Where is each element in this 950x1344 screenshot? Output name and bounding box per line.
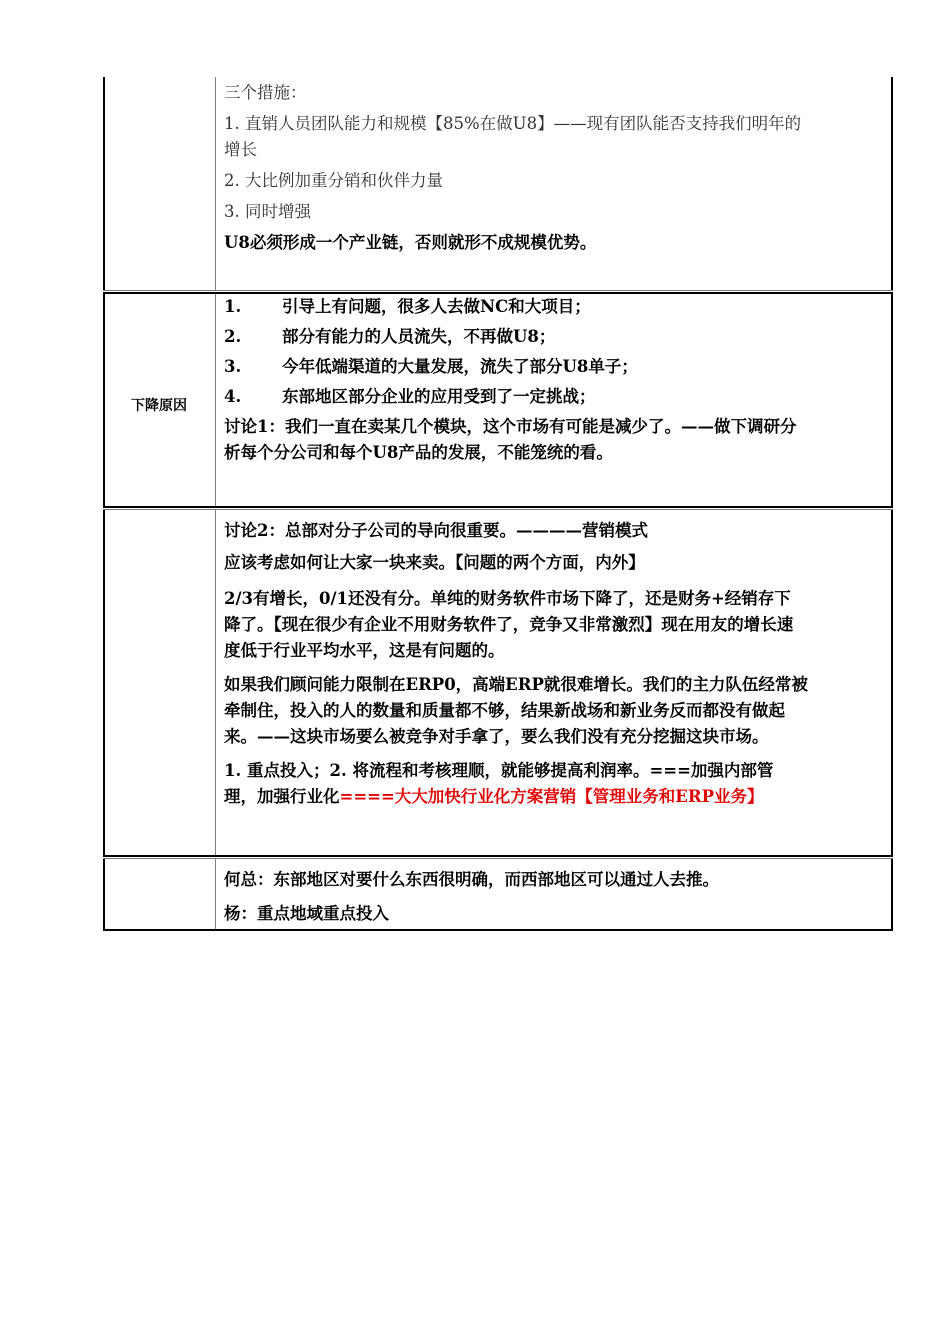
column-divider (215, 859, 216, 930)
column-divider (215, 510, 216, 856)
discussion-2-note: 应该考虑如何让大家一块来卖。【问题的两个方面，内外】 (224, 553, 645, 572)
discussion-1-line-2: 析每个分公司和每个U8产品的发展，不能笼统的看。 (224, 443, 613, 462)
row-content (224, 80, 885, 256)
measure-2: 2. 大比例加重分销和伙伴力量 (224, 171, 443, 190)
row-content (224, 518, 885, 810)
measures-conclusion: U8必须形成一个产业链，否则就形不成规模优势。 (224, 233, 597, 252)
row-separator (103, 855, 893, 857)
table-row-decline-reasons (103, 294, 893, 507)
action-paragraph-line-1: 1. 重点投入；2. 将流程和考核理顺，就能够提高利润率。===加强内部管 (224, 761, 774, 780)
table-row-discussion-2 (103, 510, 893, 856)
growth-paragraph-line-1: 2/3有增长，0/1还没有分。单纯的财务软件市场下降了，还是财务+经销存下 (224, 589, 791, 608)
action-paragraph-line-2: 理，加强行业化====大大加快行业化方案营销【管理业务和ERP业务】 (224, 787, 764, 806)
highlight-red-text: ====大大加快行业化方案营销【管理业务和ERP业务】 (339, 787, 764, 806)
column-divider (215, 294, 216, 507)
row-content (224, 867, 885, 927)
row-separator (103, 290, 893, 291)
growth-paragraph-line-2: 降了。【现在很少有企业不用财务软件了，竞争又非常激烈】现在用友的增长速 (224, 615, 794, 634)
erp-paragraph-line-2: 牵制住，投入的人的数量和质量都不够，结果新战场和新业务反而都没有做起 (224, 701, 785, 720)
table-row-measures (103, 77, 893, 291)
table-bottom-border (103, 929, 893, 931)
erp-paragraph-line-1: 如果我们顾问能力限制在ERP0，高端ERP就很难增长。我们的主力队伍经常被 (224, 675, 808, 694)
measure-1-line-2: 增长 (224, 140, 257, 159)
reason-item: 3. 今年低端渠道的大量发展，流失了部分U8单子； (224, 357, 638, 376)
reason-item: 1. 引导上有问题，很多人去做NC和大项目； (224, 297, 591, 316)
comment-he: 何总：东部地区对要什么东西很明确，而西部地区可以通过人去推。 (224, 870, 719, 889)
comment-yang: 杨：重点地域重点投入 (224, 904, 389, 923)
decline-reasons-label: 下降原因 (131, 398, 187, 414)
growth-paragraph-line-3: 度低于行业平均水平，这是有问题的。 (224, 641, 505, 660)
measure-3: 3. 同时增强 (224, 202, 311, 221)
discussion-2: 讨论2：总部对分子公司的导向很重要。————营销模式 (224, 521, 648, 540)
discussion-1-line-1: 讨论1：我们一直在卖某几个模块，这个市场有可能是减少了。——做下调研分 (224, 417, 797, 436)
row-separator (103, 506, 893, 508)
measure-1-line-1: 1. 直销人员团队能力和规模【85%在做U8】——现有团队能否支持我们明年的 (224, 114, 802, 133)
measures-heading: 三个措施： (224, 83, 307, 102)
reason-item: 4. 东部地区部分企业的应用受到了一定挑战； (224, 387, 596, 406)
reason-item: 2. 部分有能力的人员流失，不再做U8； (224, 327, 556, 346)
table-row-comments (103, 859, 893, 930)
row-content (224, 294, 885, 466)
erp-paragraph-line-3: 来。——这块市场要么被竞争对手拿了，要么我们没有充分挖掘这块市场。 (224, 727, 769, 746)
column-divider (215, 77, 216, 291)
